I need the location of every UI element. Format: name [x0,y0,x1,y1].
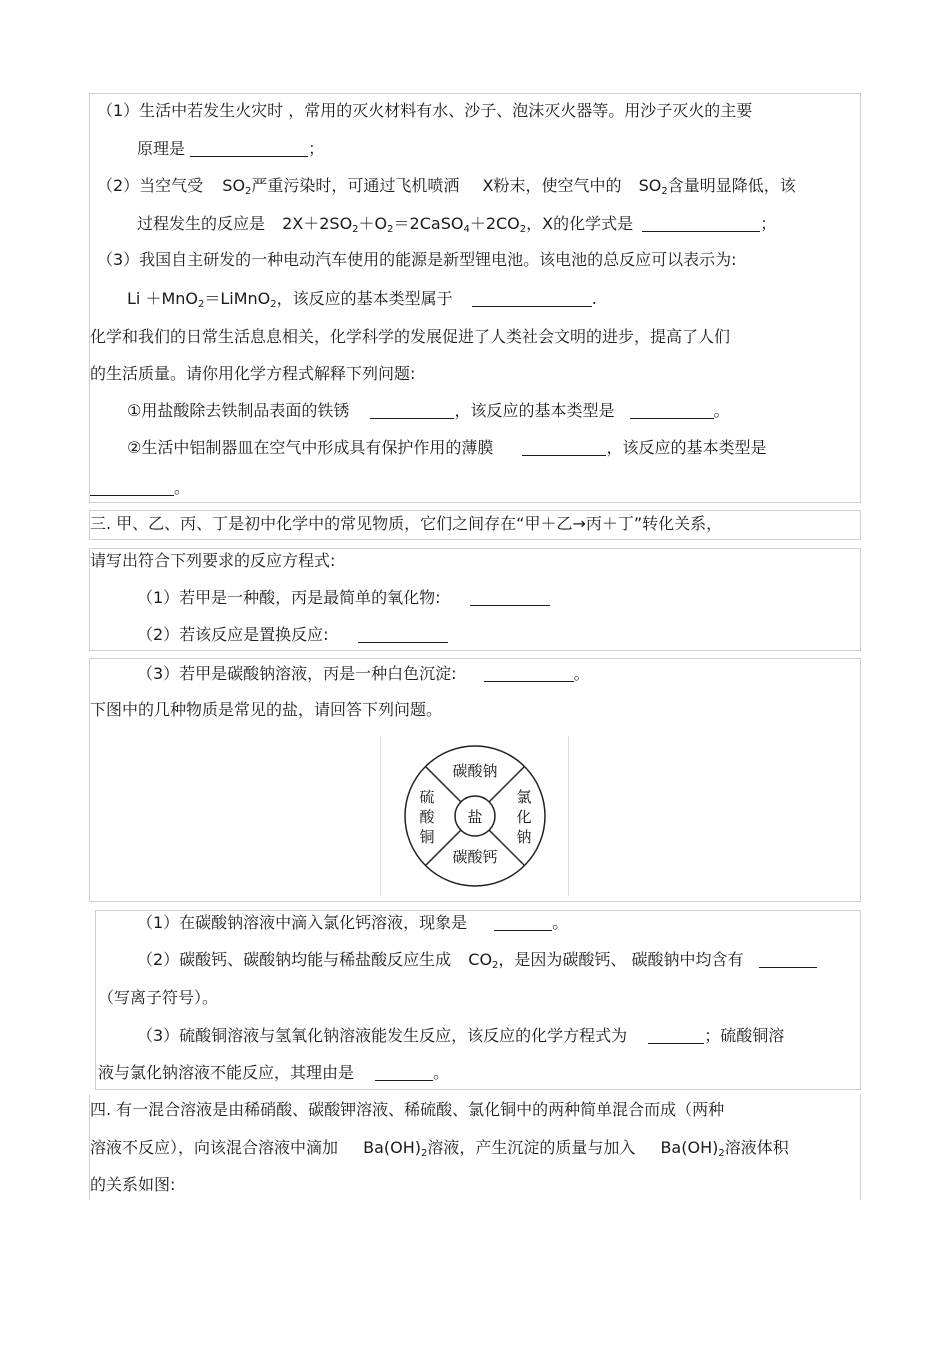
wheel-right-label-3: 钠 [516,828,532,846]
intro-line-2: 的生活质量。请你用化学方程式解释下列问题: [90,364,416,383]
wheel-top-label: 碳酸钠 [452,762,498,780]
answer-blank[interactable] [522,439,606,456]
wheel-left-label-2: 酸 [419,808,435,826]
item-2-continued: 。 [90,478,190,498]
answer-blank[interactable] [370,402,454,419]
salt-q2: （2）碳酸钙、碳酸钠均能与稀盐酸反应生成 $CO_2$，是因为碳酸钙、 碳酸钠中均含有 [137,950,817,976]
section-3-q1: （1）若甲是一种酸，丙是最简单的氧化物: [137,588,550,608]
question-2-line-1: （2）当空气受 $SO_2$严重污染时，可通过飞机喷洒 X粉末，使空气中的 $SO_2$含量明显降低，该 [97,176,796,197]
question-2-line-2: 过程发生的反应是 $2X+2SO_2+O_2=2CaSO_4+2CO_2$，X的化学式是 ； [137,214,777,235]
wheel-right-label-1: 氯 [516,788,532,806]
wheel-right-label-2: 化 [516,808,532,826]
answer-blank[interactable] [190,140,308,157]
section-4-line-2: 溶液不反应），向该混合溶液中滴加 $Ba(OH)_2$溶液，产生沉淀的质量与加入 $Ba(OH)_2$溶液体积 [90,1138,789,1159]
section-4-line-1: 四. 有一混合溶液是由稀硝酸、碳酸钾溶液、稀硫酸、氯化铜中的两种简单混合而成（两种 [90,1100,725,1119]
item-1: ①用盐酸除去铁制品表面的铁锈 ，该反应的基本类型是 。 [127,401,730,420]
salt-intro: 下图中的几种物质是常见的盐，请回答下列问题。 [90,700,443,719]
section-3-line-2: 请写出符合下列要求的反应方程式: [90,551,336,570]
wheel-center-label: 盐 [467,808,483,826]
intro-line-1: 化学和我们的日常生活息息相关，化学科学的发展促进了人类社会文明的进步，提高了人们 [90,327,731,346]
answer-blank[interactable] [759,951,817,968]
section-3-q3: （3）若甲是碳酸钠溶液，丙是一种白色沉淀: 。 [137,664,590,683]
answer-blank[interactable] [630,402,714,419]
salt-q1: （1）在碳酸钠溶液中滴入氯化钙溶液，现象是 。 [137,913,569,932]
section-3-q2: （2）若该反应是置换反应: [137,625,448,645]
answer-blank[interactable] [375,1064,433,1081]
item-2: ②生活中铝制器皿在空气中形成具有保护作用的薄膜 ，该反应的基本类型是 [127,438,767,457]
section-4-line-3: 的关系如图: [90,1175,176,1194]
answer-blank[interactable] [494,914,552,931]
section-3-title: 三. 甲、乙、丙、丁是初中化学中的常见物质，它们之间存在“甲＋乙→丙＋丁”转化关系， [90,514,723,533]
salt-wheel-diagram [380,736,569,896]
salt-q3-continued: 液与氯化钠溶液不能反应，其理由是 。 [98,1063,450,1082]
answer-blank[interactable] [90,479,174,496]
answer-blank[interactable] [484,665,574,682]
question-3-line-2: Li ＋MnO$_2$＝LiMnO$_2$，该反应的基本类型属于 . [127,289,597,310]
question-1-line-2: 原理是 ； [137,139,325,158]
salt-q3: （3）硫酸铜溶液与氢氧化钠溶液能发生反应，该反应的化学方程式为 ；硫酸铜溶 [137,1026,785,1045]
answer-blank[interactable] [642,215,760,232]
answer-blank[interactable] [648,1027,704,1044]
salt-q2-continued: （写离子符号）。 [98,988,219,1007]
wheel-bottom-label: 碳酸钙 [452,848,498,866]
question-1-line-1: （1）生活中若发生火灾时 ，常用的灭火材料有水、沙子、泡沫灭火器等。用沙子灭火的主要 [97,101,753,120]
question-3-line-1: （3）我国自主研发的一种电动汽车使用的能源是新型锂电池。该电池的总反应可以表示为: [97,250,737,269]
wheel-left-label-1: 硫 [419,788,435,806]
answer-blank[interactable] [472,290,592,307]
answer-blank[interactable] [470,589,550,606]
wheel-left-label-3: 铜 [419,828,435,846]
answer-blank[interactable] [358,626,448,643]
